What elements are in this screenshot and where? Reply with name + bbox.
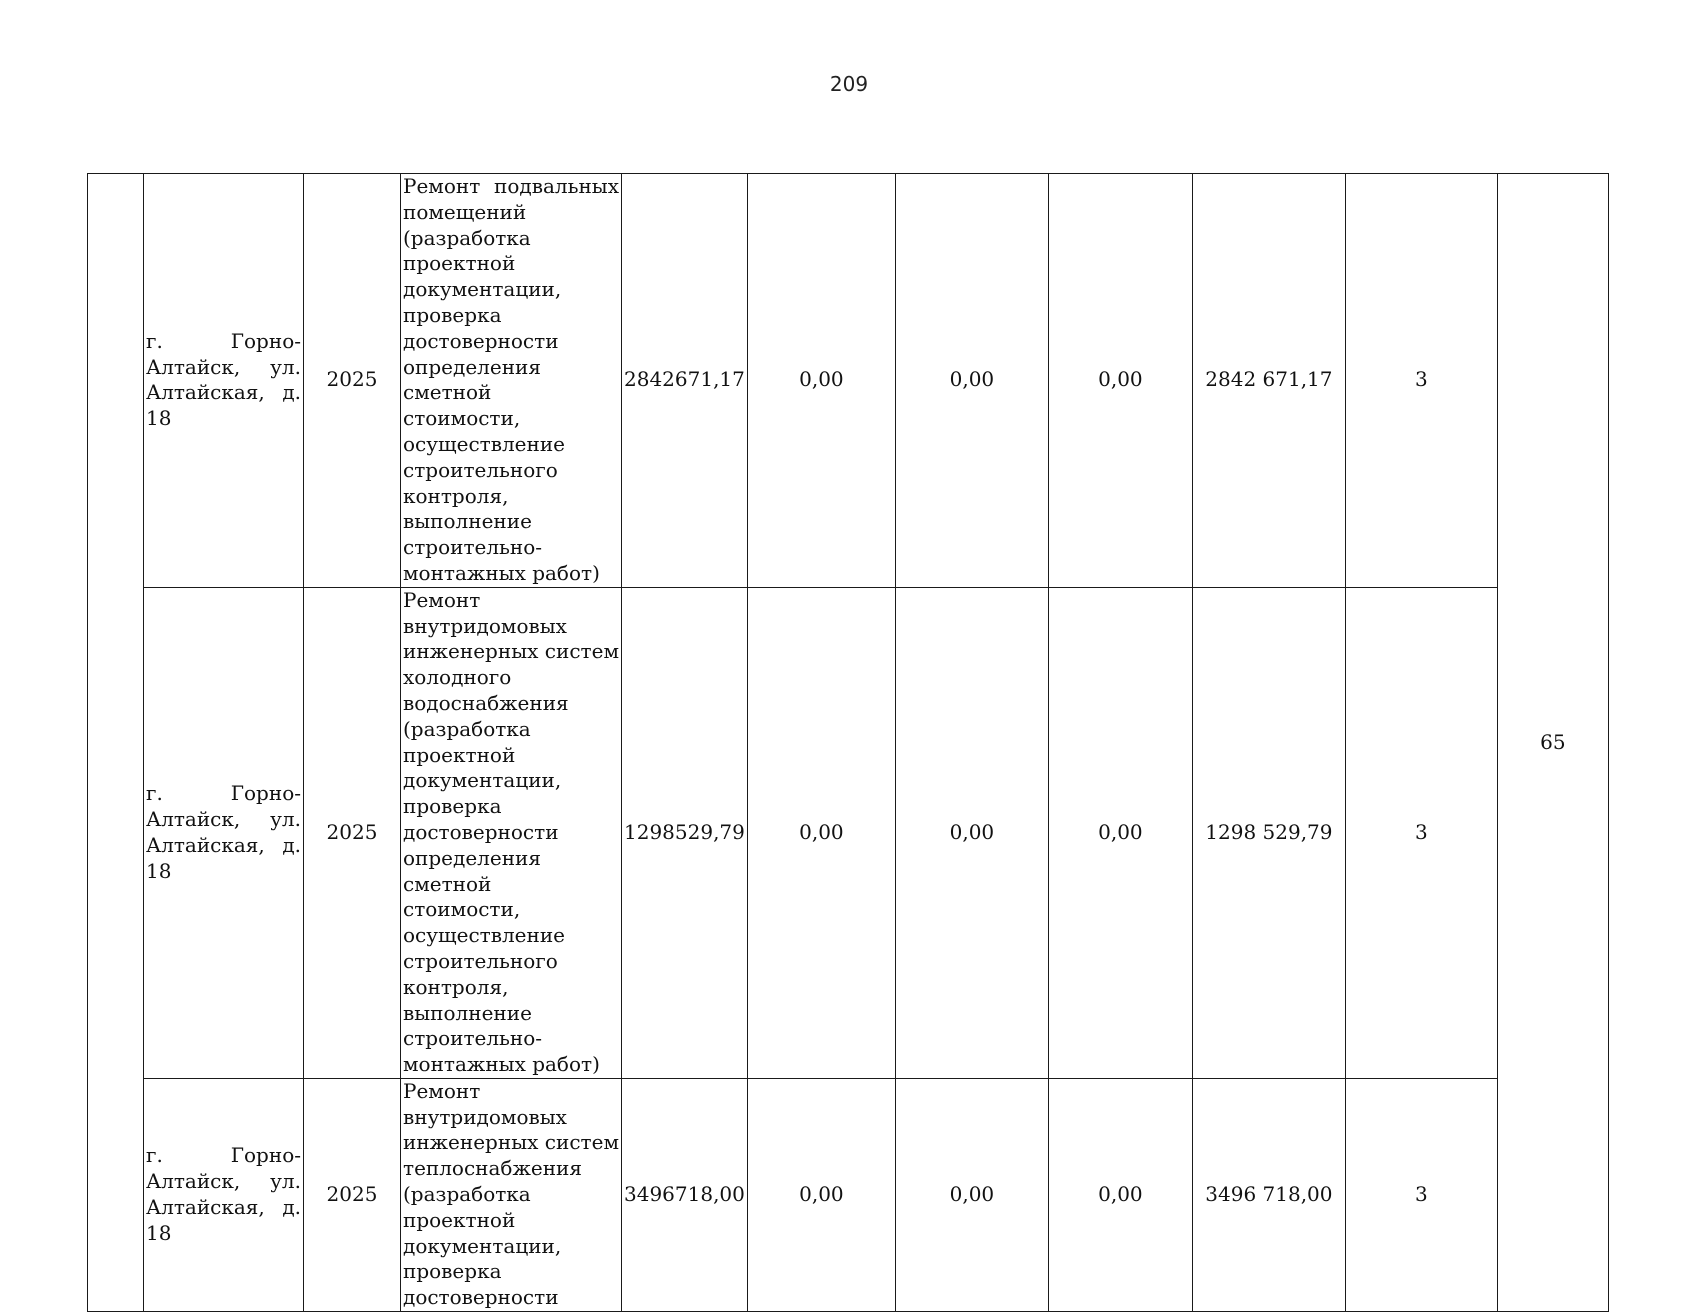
address-line: Алтайск, ул. bbox=[146, 1169, 301, 1194]
stage-cell: 3 bbox=[1345, 174, 1497, 588]
description-line: (разработка проектной bbox=[403, 1182, 531, 1232]
stage-cell: 3 bbox=[1345, 587, 1497, 1078]
description-line: контроля, выполнение bbox=[403, 483, 532, 534]
table-row bbox=[88, 174, 1609, 588]
value-cell-1: 0,00 bbox=[747, 1078, 895, 1311]
total-cell: 3496 718,00 bbox=[1192, 1078, 1345, 1311]
description-line: (разработка проектной bbox=[403, 716, 531, 767]
description-line: достоверности bbox=[403, 819, 559, 844]
description-line: строительного bbox=[403, 457, 558, 482]
description-line: Ремонт bbox=[403, 587, 481, 612]
description-line: внутридомовых bbox=[403, 613, 567, 638]
description-line: документации, bbox=[403, 768, 562, 793]
value-cell-2: 0,00 bbox=[895, 1078, 1048, 1311]
year-cell: 2025 bbox=[304, 174, 401, 588]
description-line: стоимости, bbox=[403, 406, 521, 431]
description-line: холодного bbox=[403, 665, 512, 690]
description-line: стоимости, bbox=[403, 897, 521, 922]
merged-value-cell: 65 bbox=[1497, 174, 1608, 1312]
address-line: Алтайская, д. 18 bbox=[146, 1194, 301, 1245]
value-cell-3: 0,00 bbox=[1048, 174, 1192, 588]
description-line: внутридомовых bbox=[403, 1104, 567, 1129]
description-line: инженерных систем bbox=[403, 1130, 619, 1155]
year-cell: 2025 bbox=[304, 1078, 401, 1311]
page-number: 209 bbox=[829, 72, 869, 96]
value-cell-1: 0,00 bbox=[747, 174, 895, 588]
address-line: г. Горно- bbox=[146, 781, 301, 806]
table-row bbox=[88, 1078, 1609, 1311]
description-line: документации, bbox=[403, 277, 562, 302]
address-line: Алтайск, ул. bbox=[146, 807, 301, 832]
year-cell: 2025 bbox=[304, 587, 401, 1078]
index-cell bbox=[88, 174, 144, 1312]
description-line: инженерных систем bbox=[403, 639, 619, 664]
table-row bbox=[88, 587, 1609, 1078]
address-line: г. Горно- bbox=[146, 1143, 301, 1168]
description-line: достоверности bbox=[403, 1285, 559, 1310]
value-cell-2: 0,00 bbox=[895, 587, 1048, 1078]
address-cell bbox=[144, 587, 304, 1078]
address-line: Алтайск, ул. bbox=[146, 354, 301, 379]
description-line: (разработка проектной bbox=[403, 225, 531, 276]
value-cell-3: 0,00 bbox=[1048, 587, 1192, 1078]
description-line: строительно- bbox=[403, 1026, 543, 1051]
total-cell: 1298 529,79 bbox=[1192, 587, 1345, 1078]
address-cell bbox=[144, 174, 304, 588]
description-line: Ремонт подвальных bbox=[403, 174, 619, 198]
description-line: контроля, выполнение bbox=[403, 974, 532, 1025]
work-description-cell bbox=[401, 587, 622, 1078]
stage-cell: 3 bbox=[1345, 1078, 1497, 1311]
description-line: помещений bbox=[403, 199, 527, 224]
address-line: г. Горно- bbox=[146, 328, 301, 353]
cost-cell: 3496718,00 bbox=[622, 1078, 748, 1311]
value-cell-3: 0,00 bbox=[1048, 1078, 1192, 1311]
address-line: Алтайская, д. 18 bbox=[146, 832, 301, 883]
value-cell-2: 0,00 bbox=[895, 174, 1048, 588]
description-line: монтажных работ) bbox=[403, 1052, 600, 1077]
description-line: осуществление bbox=[403, 923, 566, 948]
description-line: документации, bbox=[403, 1233, 562, 1258]
total-cell: 2842 671,17 bbox=[1192, 174, 1345, 588]
description-line: монтажных работ) bbox=[403, 560, 600, 585]
description-line: определения сметной bbox=[403, 845, 541, 896]
address-cell bbox=[144, 1078, 304, 1311]
description-line: водоснабжения bbox=[403, 690, 569, 715]
work-description-cell bbox=[401, 174, 622, 588]
description-line: проверка bbox=[403, 1259, 502, 1284]
description-line: строительного bbox=[403, 948, 558, 973]
description-line: проверка bbox=[403, 794, 502, 819]
cost-cell: 1298529,79 bbox=[622, 587, 748, 1078]
description-line: проверка bbox=[403, 302, 502, 327]
address-line: Алтайская, д. 18 bbox=[146, 380, 301, 431]
description-line: Ремонт bbox=[403, 1078, 481, 1103]
description-line: строительно- bbox=[403, 535, 543, 560]
description-line: осуществление bbox=[403, 431, 566, 456]
description-line: определения сметной bbox=[403, 354, 541, 405]
value-cell-1: 0,00 bbox=[747, 587, 895, 1078]
work-description-cell bbox=[401, 1078, 622, 1311]
description-line: теплоснабжения bbox=[403, 1156, 582, 1181]
description-line: достоверности bbox=[403, 328, 559, 353]
works-table bbox=[87, 173, 1609, 1312]
cost-cell: 2842671,17 bbox=[622, 174, 748, 588]
